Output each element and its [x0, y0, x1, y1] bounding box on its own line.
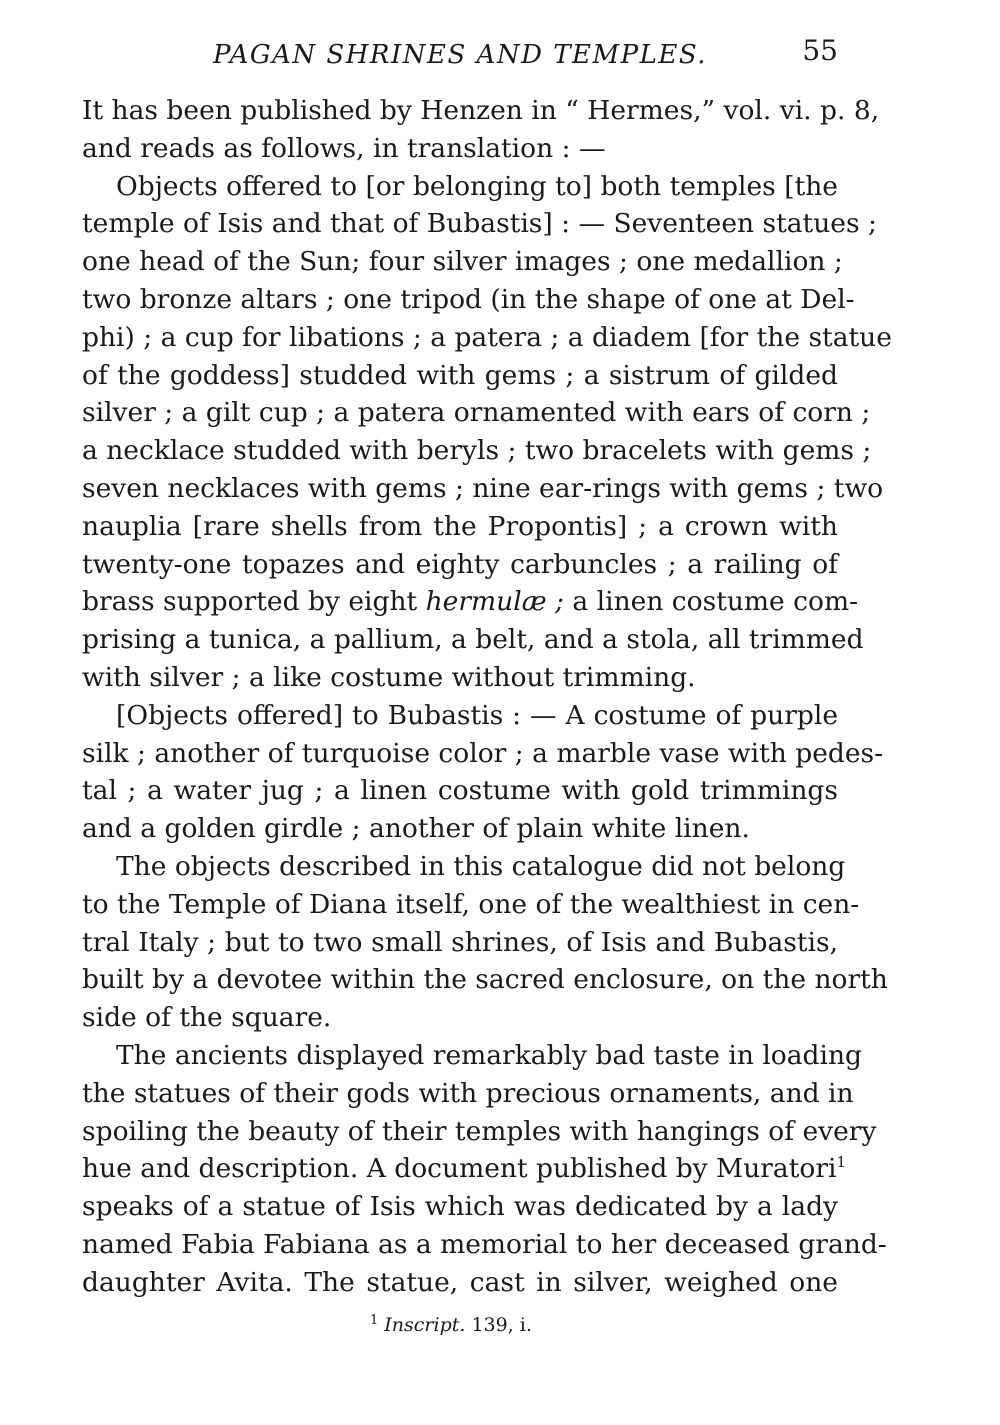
text-line: seven necklaces with gems ; nine ear-rings with gems ; two — [82, 472, 884, 504]
text-line: the statues of their gods with precious ornaments, and in — [82, 1077, 854, 1109]
text-line: silk ; another of turquoise color ; a marble vase with pedes- — [82, 737, 884, 769]
text-line — [82, 1150, 847, 1188]
text-line: two bronze altars ; one tripod (in the shape of one at Del- — [82, 283, 855, 315]
text-line: [Objects offered] to Bubastis : — A costume of purple — [116, 699, 838, 731]
text-line: tral Italy ; but to two small shrines, of Isis and Bubastis, — [82, 926, 838, 958]
running-head — [0, 34, 1000, 74]
footnote-italic: Inscript. — [384, 1314, 466, 1336]
body-text — [82, 92, 892, 1302]
text-line: tal ; a water jug ; a linen costume with gold trimmings — [82, 775, 838, 807]
text-line: The objects described in this catalogue did not belong — [116, 850, 846, 882]
text-line: to the Temple of Diana itself, one of the wealthiest in cen- — [82, 888, 860, 920]
footnote-reference: 1 — [836, 1153, 847, 1172]
italic-term: hermulæ ; — [425, 586, 564, 618]
text-line: The ancients displayed remarkably bad taste in loading — [116, 1039, 863, 1071]
text-line: phi) ; a cup for libations ; a patera ; a diadem [for the statue — [82, 321, 892, 353]
page-number: 55 — [802, 34, 838, 67]
text-line: spoiling the beauty of their temples with hangings of every — [82, 1115, 877, 1147]
footnote — [370, 1314, 532, 1336]
text-line: twenty-one topazes and eighty carbuncles ; a railing of — [82, 548, 838, 580]
text-line: Objects offered to [or belonging to] both temples [the — [116, 170, 838, 202]
text-segment: brass supported by eight — [82, 586, 426, 618]
footnote-text: 139, i. — [465, 1314, 532, 1336]
text-line: daughter Avita. The statue, cast in silver, weighed one — [82, 1266, 838, 1298]
text-line: of the goddess] studded with gems ; a sistrum of gilded — [82, 359, 838, 391]
text-line: with silver ; a like costume without trimming. — [82, 661, 696, 693]
text-line: and reads as follows, in translation : — — [82, 132, 606, 164]
text-line: one head of the Sun; four silver images ; one medallion ; — [82, 246, 843, 278]
text-line: temple of Isis and that of Bubastis] : — Seventeen statues ; — [82, 208, 877, 240]
text-segment: a linen costume com- — [563, 586, 859, 618]
text-line: and a golden girdle ; another of plain white linen. — [82, 813, 750, 845]
text-line: built by a devotee within the sacred enclosure, on the north — [82, 964, 888, 996]
text-line: a necklace studded with beryls ; two bracelets with gems ; — [82, 435, 872, 467]
text-line: It has been published by Henzen in “ Hermes,” vol. vi. p. 8, — [82, 95, 880, 126]
text-line: side of the square. — [82, 1002, 332, 1034]
footnote-mark: 1 — [370, 1312, 379, 1328]
text-line: prising a tunica, a pallium, a belt, and a stola, all trimmed — [82, 624, 864, 656]
running-title: PAGAN SHRINES AND TEMPLES. — [212, 40, 708, 70]
text-segment: hue and description. A document published by Muratori — [82, 1153, 837, 1185]
text-line — [82, 583, 859, 621]
text-line: silver ; a gilt cup ; a patera ornamented with ears of corn ; — [82, 397, 871, 429]
text-line: named Fabia Fabiana as a memorial to her deceased grand- — [82, 1228, 887, 1260]
text-line: speaks of a statue of Isis which was dedicated by a lady — [82, 1191, 838, 1223]
text-line: nauplia [rare shells from the Propontis] ; a crown with — [82, 510, 838, 542]
